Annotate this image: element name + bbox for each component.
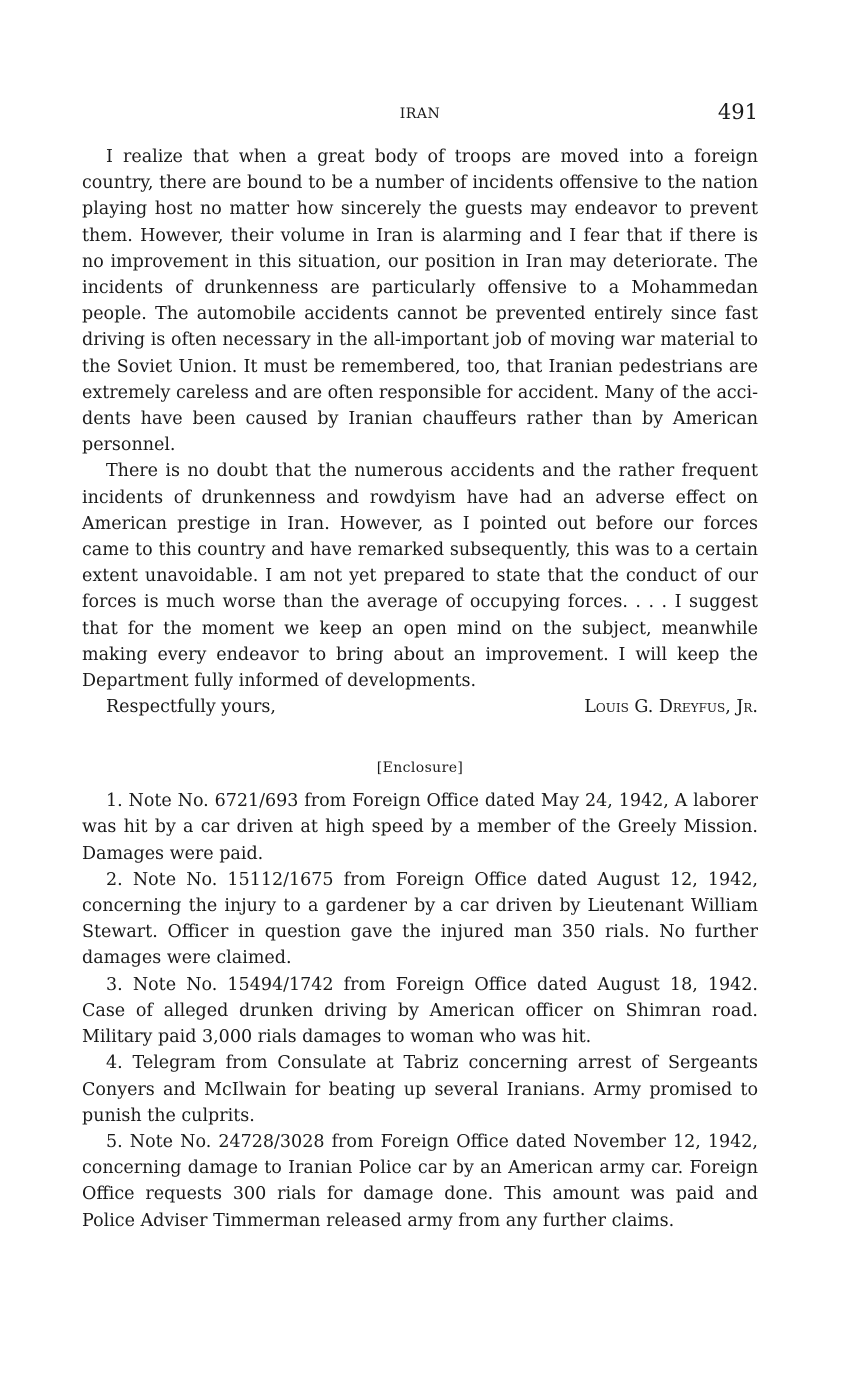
page-number: 491 — [717, 100, 758, 124]
enclosure-heading: [Enclosure] — [376, 760, 464, 777]
letter-body — [82, 144, 758, 694]
signoff — [82, 694, 758, 722]
enclosure-item: 5. Note No. 24728/3028 from Foreign Office dated November 12, 1942, concerning damage to Iranian Police car by an American army car. Foreign Office requests 300 rials for damage done. This amount was paid and Police Adviser Timmerman released army from any further claims. — [82, 1131, 758, 1231]
body-paragraph: I realize that when a great body of troops are moved into a foreign country, there are bound to be a number of incidents offensive to the nation playing host no matter how sincerely the guests may endeavor to prevent them. However, their volume in Iran is alarming and I fear that if there is no improvement in this situation, our position in Iran may deteriorate. The incidents of drunkenness are particularly offensive to a Mohammedan people. The automobile accidents cannot be prevented entirely since fast driving is often necessary in the all-important job of moving war material to the Soviet Union. It must be remembered, too, that Iranian pedestrians are extremely careless and are often responsible for accident. Many of the accidents have been caused by Iranian chauffeurs rather than by American personnel. — [82, 147, 758, 456]
body-paragraph: There is no doubt that the numerous accidents and the rather frequent incidents of drunkenness and rowdyism have had an adverse effect on American prestige in Iran. However, as I pointed out before our forces came to this country and have remarked subsequently, this was to a certain extent unavoidable. I am not yet prepared to state that the conduct of our forces is much worse than the average of occupying forces. . . . I suggest that for the moment we keep an open mind on the subject, meanwhile making every endeavor to bring about an improvement. I will keep the Department fully informed of developments. — [82, 461, 758, 692]
enclosure-list — [82, 788, 758, 1233]
closing-line: Respectfully yours, — [106, 697, 276, 718]
running-header — [82, 100, 758, 132]
enclosure-item: 1. Note No. 6721/693 from Foreign Office dated May 24, 1942, A laborer was hit by a car driven at high speed by a member of the Greely Mission. Damages were paid. — [82, 791, 758, 864]
document-page — [82, 100, 758, 1234]
running-title: IRAN — [399, 106, 441, 122]
enclosure-item: 2. Note No. 15112/1675 from Foreign Office dated August 12, 1942, concerning the injury to a gardener by a car driven by Lieutenant William Stewart. Officer in question gave the injured man 350 rials. No further damages were claimed. — [82, 869, 758, 969]
enclosure-item: 3. Note No. 15494/1742 from Foreign Office dated August 18, 1942. Case of alleged drunken driving by American officer on Shimran road. Military paid 3,000 rials damages to woman who was hit. — [82, 974, 758, 1048]
signature: Louis G. Dreyfus, Jr. — [584, 697, 758, 718]
enclosure-item: 4. Telegram from Consulate at Tabriz concerning arrest of Sergeants Conyers and McIlwain for beating up several Iranians. Army promised to punish the culprits. — [82, 1053, 758, 1126]
